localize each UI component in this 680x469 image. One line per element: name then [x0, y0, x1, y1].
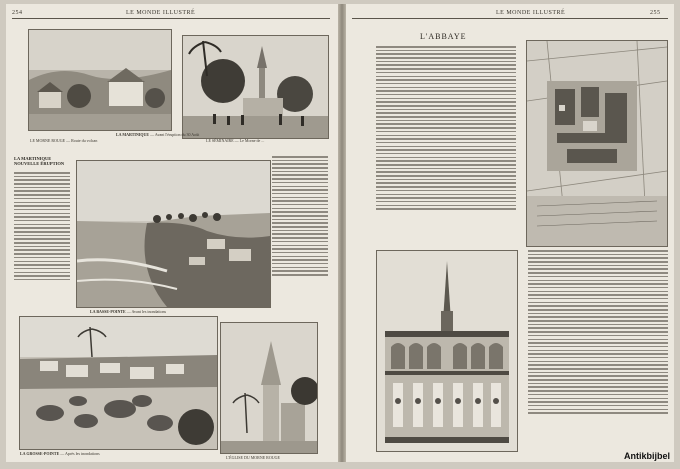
running-head-left: LE MONDE ILLUSTRÉ [126, 10, 196, 16]
photo-eglise [220, 322, 318, 454]
caption-basse-pointe: LA BASSE-POINTE — Avant les inondations [90, 309, 167, 314]
right-text-column [272, 156, 328, 278]
caption-eglise: L'ÉGLISE DU MORNE ROUGE [226, 455, 280, 460]
photo-morne-rouge [28, 29, 172, 131]
photo-grosse-pointe [19, 316, 218, 450]
header-rule-right [352, 18, 668, 19]
caption-grosse-pointe: LA GROSSE-POINTE — Après les inondations [20, 451, 100, 456]
photo-basse-pointe [76, 160, 271, 308]
book-gutter [338, 4, 346, 462]
abbey-plan-illustration [526, 40, 668, 247]
watermark: Antikbijbel [623, 451, 670, 461]
cathedral-facade-illustration [376, 250, 518, 452]
article-text-bottom [528, 250, 668, 416]
article-text-top [376, 46, 516, 212]
right-page [346, 4, 674, 462]
page-number-left: 254 [12, 10, 23, 16]
caption-martinique: LA MARTINIQUE — Avant l'éruption du 30 Août [116, 132, 200, 137]
photo-seminaire [182, 35, 329, 139]
caption-photo1: LE MORNE ROUGE — Route du volcan [30, 138, 98, 143]
sidebar-title: LA MARTINIQUE NOUVELLE ÉRUPTION [14, 156, 65, 166]
article-title: L'ABBAYE [420, 32, 467, 41]
caption-photo2: LE SÉMINAIRE — Le Morne de ... [206, 138, 265, 143]
sidebar-text-column [14, 172, 70, 283]
running-head-right: LE MONDE ILLUSTRÉ [496, 10, 566, 16]
page-number-right: 255 [650, 10, 661, 16]
left-page [6, 4, 338, 462]
header-rule-left [12, 18, 330, 19]
